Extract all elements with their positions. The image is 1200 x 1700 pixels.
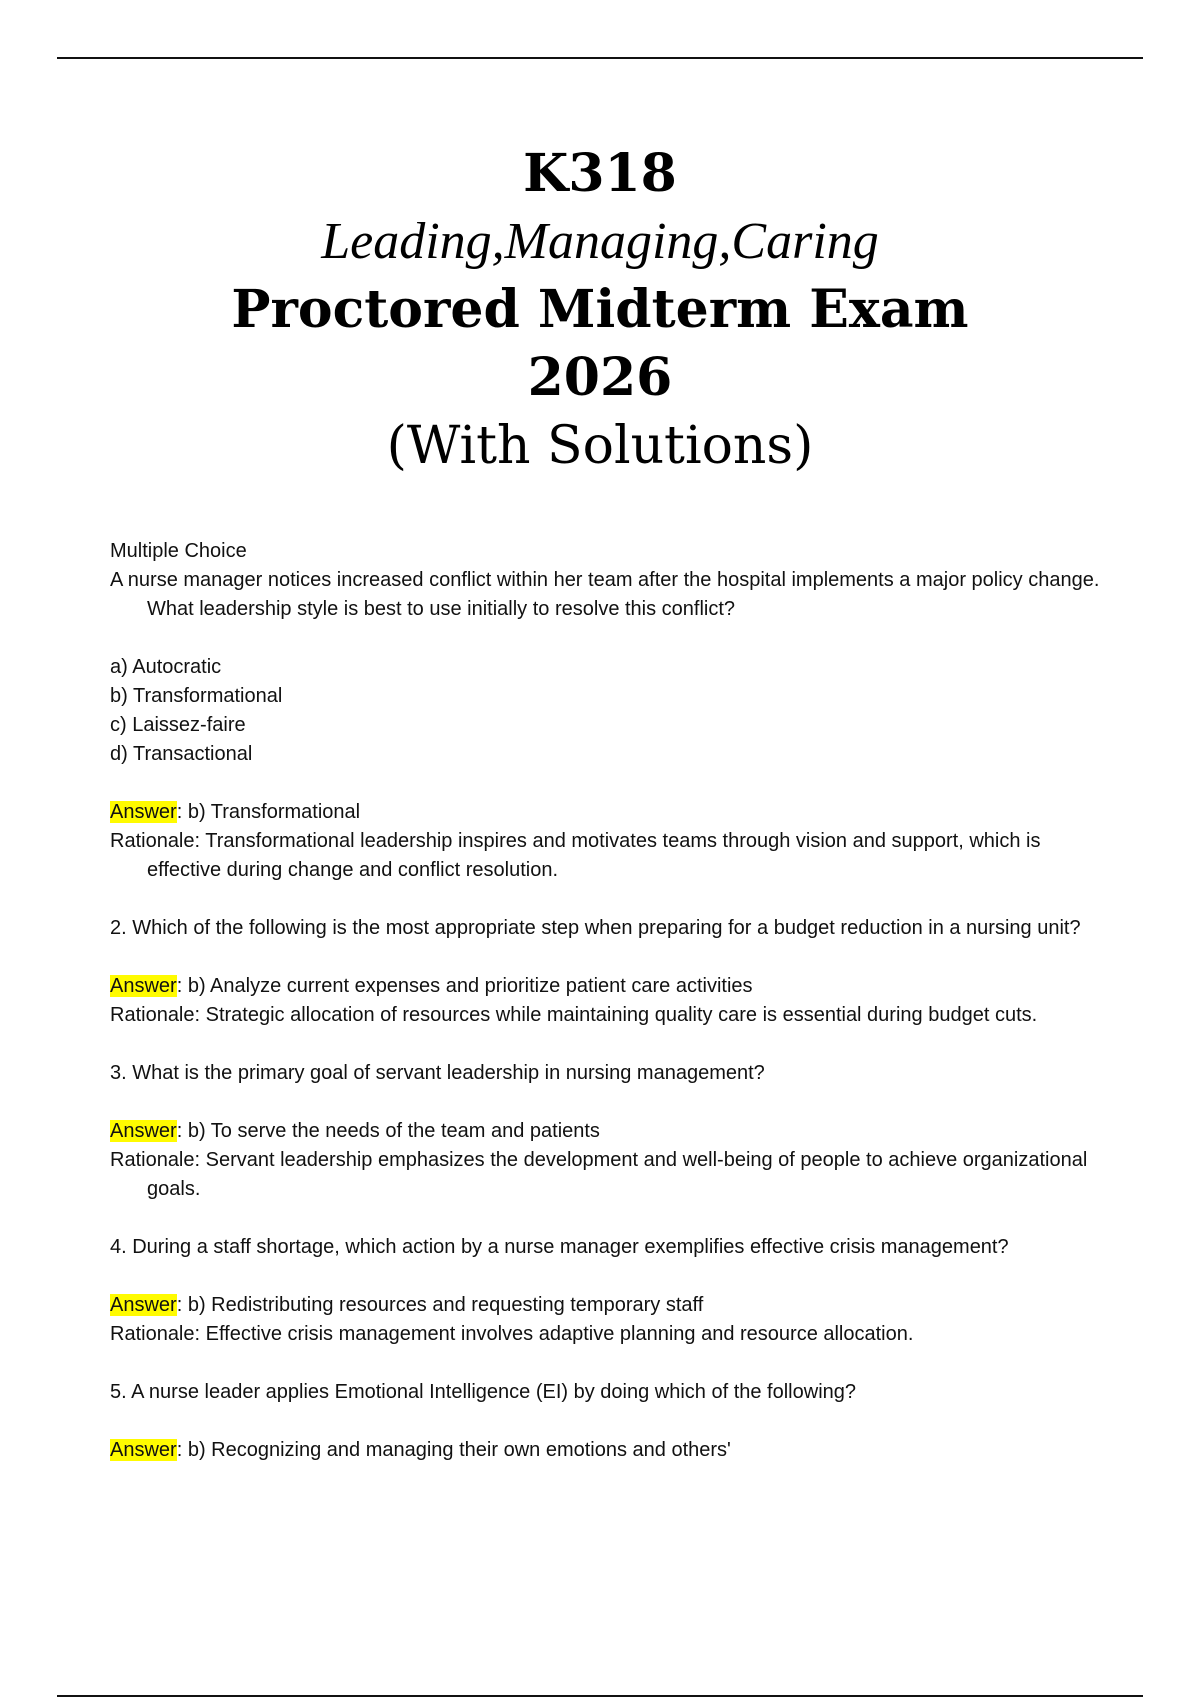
- answer-label: Answer: [110, 801, 177, 823]
- top-rule: [57, 57, 1143, 59]
- question-2-rationale: Rationale: Strategic allocation of resources while maintaining quality care is essential during budget cuts.: [110, 1004, 1038, 1026]
- exam-title: Proctored Midterm Exam: [231, 279, 969, 340]
- question-3-answer: [110, 1117, 1100, 1146]
- answer-label: Answer: [110, 1120, 177, 1142]
- question-5-text: 5. A nurse leader applies Emotional Intelligence (EI) by doing which of the following?: [110, 1381, 857, 1403]
- section-label: Multiple Choice: [110, 540, 247, 562]
- question-3-text: 3. What is the primary goal of servant leadership in nursing management?: [110, 1062, 765, 1084]
- answer-text: : b) To serve the needs of the team and patients: [176, 1120, 600, 1142]
- question-1-text: A nurse manager notices increased conflict within her team after the hospital implements a major policy change. What leadership style is best to use initially to resolve this conflict?: [110, 569, 1100, 620]
- course-name: Leading,Managing,Caring: [321, 213, 879, 270]
- answer-label: Answer: [110, 975, 177, 997]
- question-1-option-c: c) Laissez-faire: [110, 714, 246, 736]
- question-2-answer: [110, 972, 1100, 1001]
- title-block: [0, 140, 1200, 480]
- question-4-text: 4. During a staff shortage, which action by a nurse manager exemplifies effective crisis management?: [110, 1236, 1009, 1258]
- answer-label: Answer: [110, 1439, 177, 1461]
- question-1-rationale: Rationale: Transformational leadership inspires and motivates teams through vision and support, which is effective during change and conflict resolution.: [110, 830, 1041, 881]
- answer-text: : b) Transformational: [176, 801, 361, 823]
- answer-text: : b) Analyze current expenses and prioritize patient care activities: [176, 975, 753, 997]
- question-3-rationale: Rationale: Servant leadership emphasizes the development and well-being of people to achieve organizational goals.: [110, 1149, 1088, 1200]
- bottom-rule: [57, 1695, 1143, 1697]
- exam-year: 2026: [527, 347, 673, 408]
- course-code: K318: [523, 143, 677, 204]
- question-4-rationale: Rationale: Effective crisis management involves adaptive planning and resource allocation.: [110, 1323, 914, 1345]
- question-5-answer: [110, 1436, 1100, 1465]
- answer-text: : b) Redistributing resources and requesting temporary staff: [176, 1294, 704, 1316]
- exam-content: [110, 537, 1100, 1465]
- solutions-note: (With Solutions): [386, 416, 814, 476]
- answer-label: Answer: [110, 1294, 177, 1316]
- answer-text: : b) Recognizing and managing their own emotions and others': [176, 1439, 731, 1461]
- question-1-option-b: b) Transformational: [110, 685, 283, 707]
- question-1-option-a: a) Autocratic: [110, 656, 222, 678]
- question-2-text: 2. Which of the following is the most appropriate step when preparing for a budget reduction in a nursing unit?: [110, 917, 1081, 939]
- question-1-option-d: d) Transactional: [110, 743, 253, 765]
- question-1-answer: [110, 798, 1100, 827]
- question-4-answer: [110, 1291, 1100, 1320]
